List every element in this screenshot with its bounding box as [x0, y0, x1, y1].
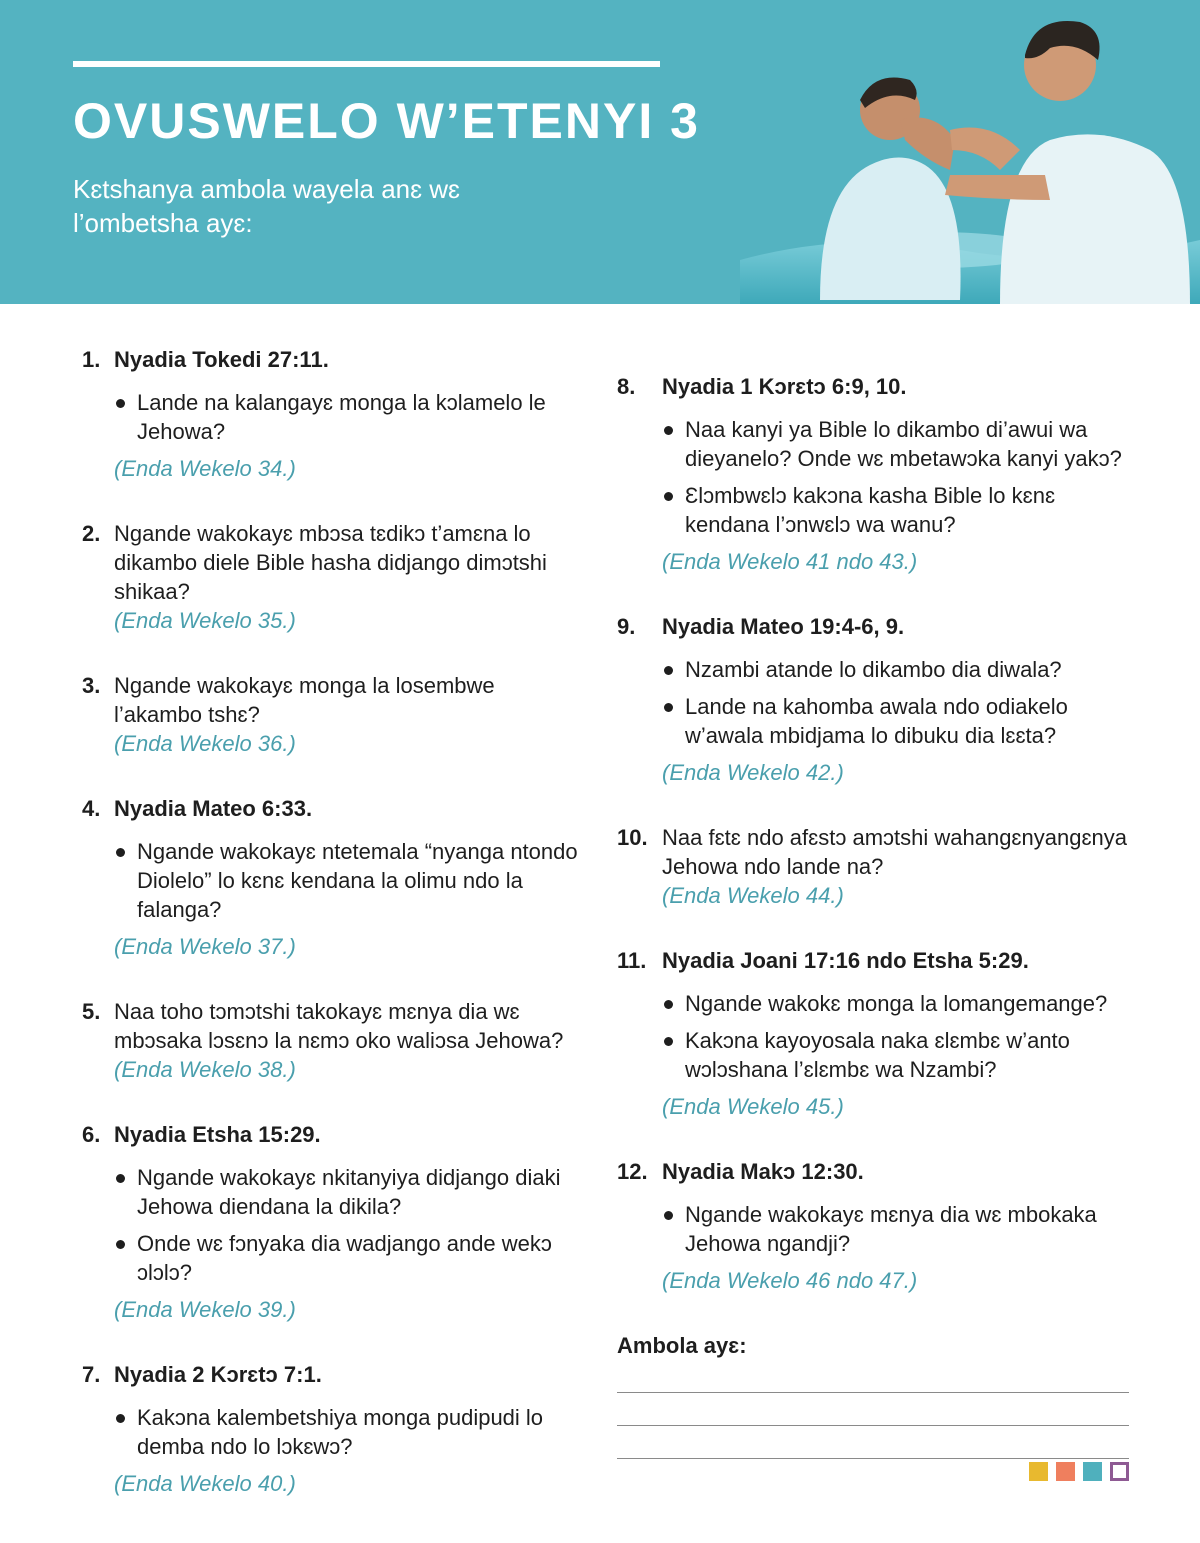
question-number: 9.: [617, 614, 636, 639]
lesson-reference-link[interactable]: (Enda Wekelo 44.): [662, 883, 844, 908]
header-banner: [0, 0, 1200, 304]
question-item: [82, 519, 587, 635]
bullet-question: Naa kanyi ya Bible lo dikambo di’awui wa dieyanelo? Onde wɛ mbetawɔka kanyi yakɔ?: [662, 415, 1137, 473]
question-item: [82, 1360, 587, 1498]
question-item: [82, 794, 587, 961]
scripture-reference: Nyadia Joani 17:16 ndo Etsha 5:29.: [662, 948, 1029, 973]
lesson-reference-link[interactable]: (Enda Wekelo 36.): [114, 731, 296, 756]
page-title: OVUSWELO W’ETENYI 3: [73, 93, 700, 149]
question-number: 1.: [82, 347, 101, 372]
question-number: 12.: [617, 1159, 648, 1184]
lesson-reference-link[interactable]: (Enda Wekelo 37.): [114, 934, 296, 959]
question-number: 7.: [82, 1362, 101, 1387]
bullet-list: [662, 415, 1137, 539]
question-number: 4.: [82, 796, 101, 821]
question-number: 2.: [82, 521, 101, 546]
question-number: 3.: [82, 673, 101, 698]
bullet-list: [662, 655, 1137, 750]
bullet-question: Ngande wakokɛ monga la lomangemange?: [662, 989, 1137, 1018]
question-item: [617, 1157, 1137, 1295]
orange-square: [1056, 1462, 1075, 1481]
header-rule: [73, 61, 660, 67]
question-item: [82, 671, 587, 758]
bullet-question: Nzambi atande lo dikambo dia diwala?: [662, 655, 1137, 684]
answer-line[interactable]: [617, 1392, 1129, 1393]
question-number: 6.: [82, 1122, 101, 1147]
bullet-list: [114, 1403, 587, 1461]
question-number: 11.: [617, 948, 647, 973]
scripture-reference: Nyadia 1 Kɔrɛtɔ 6:9, 10.: [662, 374, 907, 399]
lesson-reference-link[interactable]: (Enda Wekelo 39.): [114, 1297, 296, 1322]
scripture-reference: Nyadia Tokedi 27:11.: [114, 347, 329, 372]
answer-line[interactable]: [617, 1425, 1129, 1426]
lesson-reference-link[interactable]: (Enda Wekelo 42.): [662, 760, 844, 785]
bullet-question: Ɛlɔmbwɛlɔ kakɔna kasha Bible lo kɛnɛ kendana l’ɔnwɛlɔ wa wanu?: [662, 481, 1137, 539]
bullet-question: Lande na kalangayɛ monga la kɔlamelo le Jehowa?: [114, 388, 587, 446]
questions-right-column: [617, 372, 1137, 1459]
questions-left-column: [82, 345, 587, 1534]
outline-square: [1110, 1462, 1129, 1481]
lesson-reference-link[interactable]: (Enda Wekelo 41 ndo 43.): [662, 549, 918, 574]
lesson-reference-link[interactable]: (Enda Wekelo 35.): [114, 608, 296, 633]
bullet-list: [114, 1163, 587, 1287]
page-subtitle: Kɛtshanya ambola wayela anɛ wɛ l’ombetsha ayɛ:: [73, 174, 460, 238]
lesson-reference-link[interactable]: (Enda Wekelo 34.): [114, 456, 296, 481]
lesson-reference-link[interactable]: (Enda Wekelo 45.): [662, 1094, 844, 1119]
question-text: Ngande wakokayɛ monga la losembwe l’akambo tshɛ?: [114, 673, 495, 727]
bullet-question: Kakɔna kalembetshiya monga pudipudi lo demba ndo lo lɔkɛwɔ?: [114, 1403, 587, 1461]
question-number: 10.: [617, 825, 648, 850]
question-item: [82, 1120, 587, 1324]
bullet-question: Onde wɛ fɔnyaka dia wadjango ande wekɔ ɔlɔlɔ?: [114, 1229, 587, 1287]
question-text: Naa fɛtɛ ndo afɛstɔ amɔtshi wahangɛnyangɛnya Jehowa ndo lande na?: [662, 825, 1128, 879]
bullet-question: Lande na kahomba awala ndo odiakelo w’awala mbidjama lo dibuku dia lɛɛta?: [662, 692, 1137, 750]
question-text: Ngande wakokayɛ mbɔsa tɛdikɔ t’amɛna lo dikambo diele Bible hasha didjango dimɔtshi shikaa?: [114, 521, 547, 604]
question-item: [82, 997, 587, 1084]
bullet-list: [114, 837, 587, 924]
scripture-reference: Nyadia 2 Kɔrɛtɔ 7:1.: [114, 1362, 322, 1387]
scripture-reference: Nyadia Makɔ 12:30.: [662, 1159, 864, 1184]
bullet-question: Ngande wakokayɛ nkitanyiya didjango diaki Jehowa diendana la dikila?: [114, 1163, 587, 1221]
lesson-reference-link[interactable]: (Enda Wekelo 46 ndo 47.): [662, 1268, 918, 1293]
answer-section: [617, 1331, 1137, 1459]
bullet-list: [114, 388, 587, 446]
baptism-illustration: [700, 0, 1200, 304]
question-item: [617, 946, 1137, 1121]
bullet-question: Ngande wakokayɛ ntetemala “nyanga ntondo Diolelo” lo kɛnɛ kendana la olimu ndo la falanga?: [114, 837, 587, 924]
question-item: [617, 612, 1137, 787]
lesson-reference-link[interactable]: (Enda Wekelo 40.): [114, 1471, 296, 1496]
yellow-square: [1029, 1462, 1048, 1481]
scripture-reference: Nyadia Mateo 19:4-6, 9.: [662, 614, 905, 639]
question-number: 8.: [617, 374, 636, 399]
question-text: Naa toho tɔmɔtshi takokayɛ mɛnya dia wɛ mbɔsaka lɔsɛnɔ la nɛmɔ oko waliɔsa Jehowa?: [114, 999, 564, 1053]
question-item: [617, 823, 1137, 910]
question-number: 5.: [82, 999, 101, 1024]
scripture-reference: Nyadia Etsha 15:29.: [114, 1122, 321, 1147]
bullet-list: [662, 1200, 1137, 1258]
lesson-reference-link[interactable]: (Enda Wekelo 38.): [114, 1057, 296, 1082]
answer-line[interactable]: [617, 1458, 1129, 1459]
scripture-reference: Nyadia Mateo 6:33.: [114, 796, 313, 821]
question-item: [617, 372, 1137, 576]
bullet-list: [662, 989, 1137, 1084]
question-item: [82, 345, 587, 483]
color-squares: [1029, 1462, 1129, 1481]
answer-label: Ambola ayɛ:: [617, 1333, 747, 1358]
teal-square: [1083, 1462, 1102, 1481]
bullet-question: Kakɔna kayoyosala naka ɛlɛmbɛ w’anto wɔlɔshana l’ɛlɛmbɛ wa Nzambi?: [662, 1026, 1137, 1084]
bullet-question: Ngande wakokayɛ mɛnya dia wɛ mbokaka Jehowa ngandji?: [662, 1200, 1137, 1258]
